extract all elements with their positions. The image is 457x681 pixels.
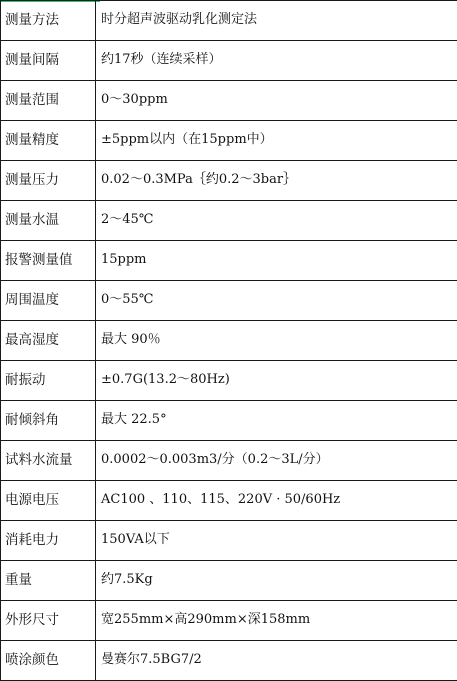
spec-value: 宽255mm×高290mm×深158mm: [96, 601, 457, 641]
table-row: [1, 121, 457, 161]
spec-label: 测量方法: [1, 1, 96, 41]
spec-label: 报警测量值: [1, 241, 96, 281]
table-row: [1, 201, 457, 241]
spec-value: 150VA以下: [96, 521, 457, 561]
spec-value: 曼赛尔7.5BG7/2: [96, 641, 457, 681]
table-row: [1, 441, 457, 481]
table-row: [1, 1, 457, 41]
table-row: [1, 321, 457, 361]
spec-value: 约17秒（连续采样）: [96, 41, 457, 81]
spec-value: ±0.7G(13.2～80Hz): [96, 361, 457, 401]
spec-value: 0～30ppm: [96, 81, 457, 121]
spec-value: 0.02～0.3MPa｛约0.2～3bar｝: [96, 161, 457, 201]
spec-value: 最大 90％: [96, 321, 457, 361]
spec-value: AC100 、110、115、220V · 50/60Hz: [96, 481, 457, 521]
spec-label: 周围温度: [1, 281, 96, 321]
table-row: [1, 361, 457, 401]
spec-label: 喷涂颜色: [1, 641, 96, 681]
spec-label: 电源电压: [1, 481, 96, 521]
spec-label: 测量精度: [1, 121, 96, 161]
table-row: [1, 521, 457, 561]
spec-value: 最大 22.5°: [96, 401, 457, 441]
spec-label: 外形尺寸: [1, 601, 96, 641]
table-row: [1, 481, 457, 521]
spec-label: 测量水温: [1, 201, 96, 241]
spec-value: ±5ppm以内（在15ppm中）: [96, 121, 457, 161]
spec-label: 测量范围: [1, 81, 96, 121]
spec-label: 耐振动: [1, 361, 96, 401]
table-row: [1, 81, 457, 121]
table-row: [1, 161, 457, 201]
spec-label: 测量压力: [1, 161, 96, 201]
table-row: [1, 561, 457, 601]
spec-label: 测量间隔: [1, 41, 96, 81]
spec-value: 2～45℃: [96, 201, 457, 241]
table-row: [1, 641, 457, 681]
table-row: [1, 281, 457, 321]
table-row: [1, 241, 457, 281]
spec-label: 消耗电力: [1, 521, 96, 561]
table-row: [1, 601, 457, 641]
spec-label: 试料水流量: [1, 441, 96, 481]
spec-label: 耐倾斜角: [1, 401, 96, 441]
table-row: [1, 41, 457, 81]
spec-label: 最高湿度: [1, 321, 96, 361]
table-row: [1, 401, 457, 441]
spec-value: 0～55℃: [96, 281, 457, 321]
spec-value: 0.0002～0.003m3/分（0.2～3L/分）: [96, 441, 457, 481]
spec-label: 重量: [1, 561, 96, 601]
spec-value: 时分超声波驱动乳化测定法: [96, 1, 457, 41]
spec-value: 约7.5Kg: [96, 561, 457, 601]
spec-value: 15ppm: [96, 241, 457, 281]
